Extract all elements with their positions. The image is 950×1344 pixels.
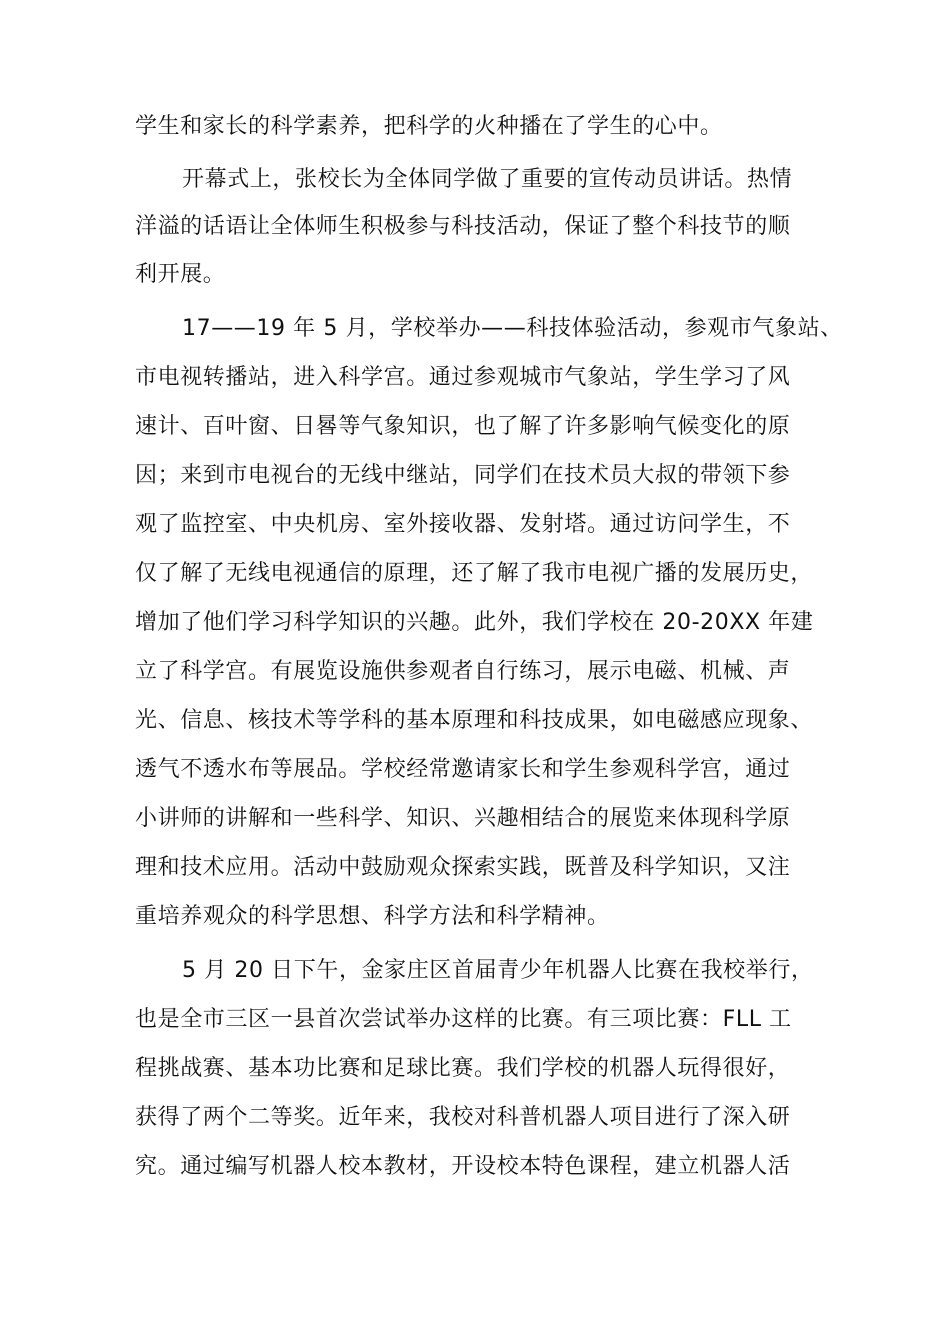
text-line-11: 增加了他们学习科学知识的兴趣。此外，我们学校在 20-20XX 年建 (135, 610, 814, 635)
text-line-20: 程挑战赛、基本功比赛和足球比赛。我们学校的机器人玩得很好， (135, 1056, 791, 1081)
text-line-19: 也是全市三区一县首次尝试举办这样的比赛。有三项比赛：FLL 工 (135, 1007, 792, 1032)
text-line-7: 速计、百叶窗、日晷等气象知识，也了解了许多影响气候变化的原 (135, 414, 791, 439)
text-line-6: 市电视转播站，进入科学宫。通过参观城市气象站，学生学习了风 (135, 365, 791, 390)
text-line-2: 开幕式上，张校长为全体同学做了重要的宣传动员讲话。热情 (182, 167, 793, 192)
text-line-14: 透气不透水布等展品。学校经常邀请家长和学生参观科学宫，通过 (135, 757, 791, 782)
text-line-17: 重培养观众的科学思想、科学方法和科学精神。 (135, 904, 610, 929)
text-line-21: 获得了两个二等奖。近年来，我校对科普机器人项目进行了深入研 (135, 1105, 791, 1130)
text-line-4: 利开展。 (135, 262, 226, 287)
text-line-9: 观了监控室、中央机房、室外接收器、发射塔。通过访问学生，不 (135, 512, 791, 537)
text-line-5: 17——19 年 5 月，学校举办——科技体验活动，参观市气象站、 (182, 316, 843, 341)
text-line-18: 5 月 20 日下午，金家庄区首届青少年机器人比赛在我校举行， (182, 958, 814, 983)
text-line-22: 究。通过编写机器人校本教材，开设校本特色课程，建立机器人活 (135, 1154, 791, 1179)
text-line-8: 因；来到市电视台的无线中继站，同学们在技术员大叔的带领下参 (135, 463, 791, 488)
text-line-12: 立了科学宫。有展览设施供参观者自行练习，展示电磁、机械、声 (135, 659, 791, 684)
text-line-1: 学生和家长的科学素养，把科学的火种播在了学生的心中。 (135, 114, 723, 139)
text-line-10: 仅了解了无线电视通信的原理，还了解了我市电视广播的发展历史， (135, 561, 814, 586)
text-line-3: 洋溢的话语让全体师生积极参与科技活动，保证了整个科技节的顺 (135, 214, 791, 239)
text-line-16: 理和技术应用。活动中鼓励观众探索实践，既普及科学知识，又注 (135, 855, 791, 880)
text-line-15: 小讲师的讲解和一些科学、知识、兴趣相结合的展览来体现科学原 (135, 806, 791, 831)
text-line-13: 光、信息、核技术等学科的基本原理和科技成果，如电磁感应现象、 (135, 708, 814, 733)
